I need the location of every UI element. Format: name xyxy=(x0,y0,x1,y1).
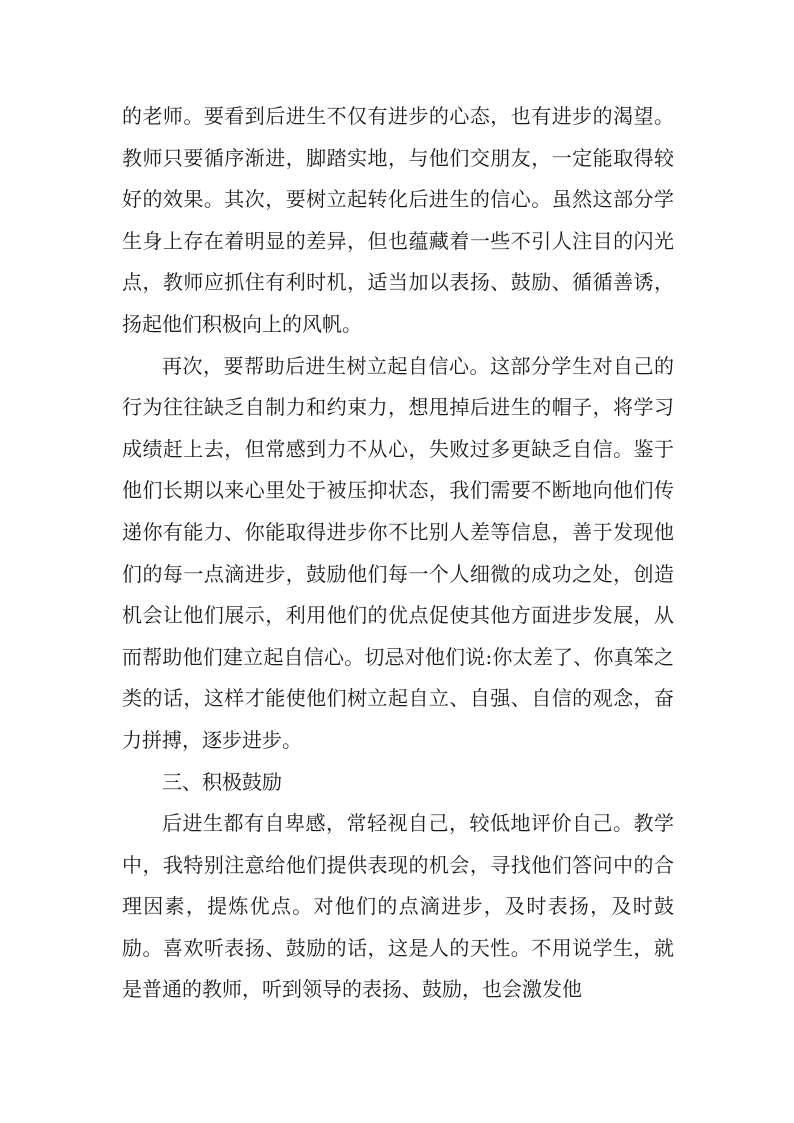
section-heading-encourage: 三、积极鼓励 xyxy=(162,769,282,794)
paragraph-encouragement: 后进生都有自卑感，常轻视自己，较低地评价自己。教学中，我特别注意给他们提供表现的机会，寻找他们答问中的合理因素，提炼优点。对他们的点滴进步，及时表扬，及时鼓励。喜欢听表扬、鼓励的话，这是人的天性。不用说学生，就是普通的教师，听到领导的表扬、鼓励，也会激发他 xyxy=(122,811,674,1002)
document-body xyxy=(122,96,674,1011)
paragraph-self-confidence: 再次，要帮助后进生树立起自信心。这部分学生对自己的行为往往缺乏自制力和约束力，想甩掉后进生的帽子，将学习成绩赶上去，但常感到力不从心，失败过多更缺乏自信。鉴于他们长期以来心里处于被压抑状态，我们需要不断地向他们传递你有能力、你能取得进步你不比别人差等信息，善于发现他们的每一点滴进步，鼓励他们每一个人细微的成功之处，创造机会让他们展示，利用他们的优点促使其他方面进步发展，从而帮助他们建立起自信心。切忌对他们说:你太差了、你真笨之类的话，这样才能使他们树立起自立、自强、自信的观念，奋力拼搏，逐步进步。 xyxy=(122,353,674,752)
paragraph-continuation: 的老师。要看到后进生不仅有进步的心态，也有进步的渴望。教师只要循序渐进，脚踏实地，与他们交朋友，一定能取得较好的效果。其次，要树立起转化后进生的信心。虽然这部分学生身上存在着明显的差异，但也蕴藏着一些不引人注目的闪光点，教师应抓住有利时机，适当加以表扬、鼓励、循循善诱，扬起他们积极向上的风帆。 xyxy=(122,104,674,336)
